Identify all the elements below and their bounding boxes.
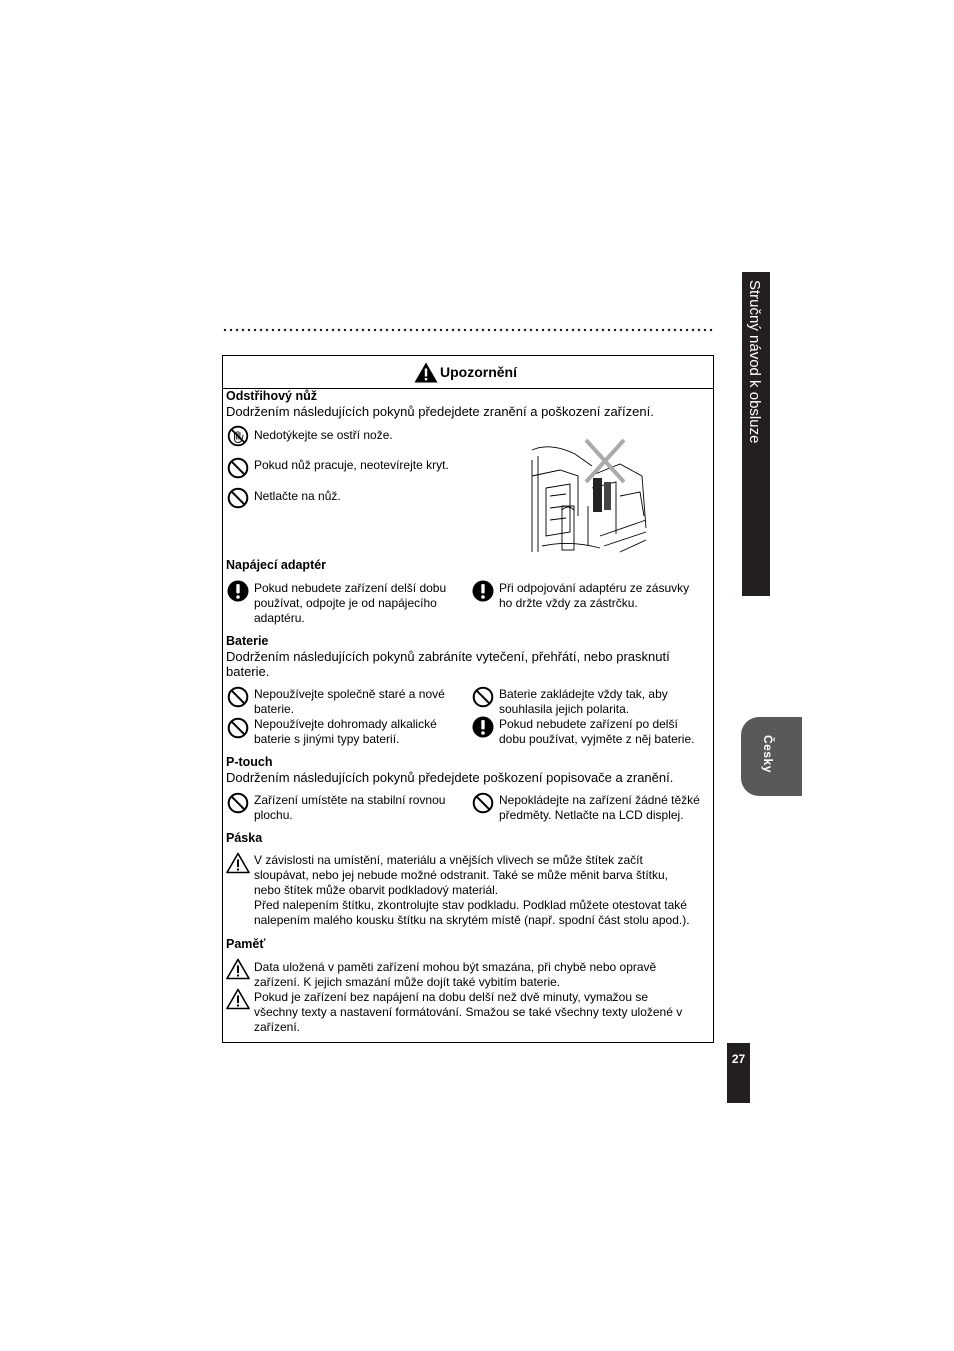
caution-box [222, 355, 714, 1043]
battery-item-3 [254, 717, 437, 747]
caution-title: Upozornění [440, 364, 517, 380]
text-line: Pokud nebudete zařízení delší dobu [254, 581, 447, 595]
section-heading-ptouch: P-touch [226, 755, 273, 769]
battery-item-2 [499, 687, 668, 717]
ptouch-item-2 [499, 793, 700, 823]
text-line: baterie. [226, 664, 270, 679]
text-line: Dodržením následujících pokynů zabráníte vytečení, přehřátí, nebo prasknutí [226, 649, 670, 664]
knife-item-1: Nedotýkejte se ostří nože. [254, 428, 393, 442]
dotted-separator [222, 328, 714, 332]
text-line: nalepením malého kousku štítku na skrytém místě (např. spodní část stolu apod.). [254, 913, 690, 927]
text-line: baterie. [254, 702, 295, 716]
text-line: dobu používat, vyjměte z něj baterie. [499, 732, 695, 746]
text-line: používat, odpojte je od napájecího [254, 596, 437, 610]
text-line: Při odpojování adaptéru ze zásuvky [499, 581, 690, 595]
prohibited-icon [227, 457, 249, 479]
caution-triangle-icon [226, 852, 250, 874]
prohibited-icon [227, 487, 249, 509]
section-heading-adapter: Napájecí adaptér [226, 558, 327, 572]
prohibited-icon [227, 686, 249, 708]
text-line: Data uložená v paměti zařízení mohou být smazána, při chybě nebo opravě [254, 960, 657, 974]
text-line: plochu. [254, 808, 293, 822]
section-heading-memory: Paměť [226, 937, 266, 951]
tape-text [254, 853, 690, 928]
text-line: Pokud je zařízení bez napájení na dobu delší než dvě minuty, vymažou se [254, 990, 649, 1004]
text-line: předměty. Netlačte na LCD displej. [499, 808, 684, 822]
text-line: Nepokládejte na zařízení žádné těžké [499, 793, 700, 807]
text-line: Před nalepením štítku, zkontrolujte stav podkladu. Podklad můžete otestovat také [254, 898, 687, 912]
text-line: Nepoužívejte dohromady alkalické [254, 717, 437, 731]
prohibited-icon [227, 792, 249, 814]
text-line: Pokud nebudete zařízení po delší [499, 717, 678, 731]
ptouch-item-1 [254, 793, 445, 823]
knife-item-3: Netlačte na nůž. [254, 489, 341, 503]
knife-item-2: Pokud nůž pracuje, neotevírejte kryt. [254, 458, 449, 472]
adapter-item-2 [499, 581, 689, 611]
page-number: 27 [731, 1052, 746, 1066]
prohibited-icon [472, 686, 494, 708]
chapter-side-tab [742, 272, 770, 596]
prohibited-icon [227, 717, 249, 739]
caution-triangle-icon [226, 958, 250, 980]
caution-triangle-icon [226, 988, 250, 1010]
text-line: nebo štítek může obarvit podkladový materiál. [254, 883, 499, 897]
cutter-illustration [530, 436, 648, 554]
mandatory-icon [472, 716, 494, 738]
knife-intro: Dodržením následujících pokynů předejdete zranění a poškození zařízení. [226, 404, 654, 419]
text-line: všechny texty a nastavení formátování. Smažou se také všechny texty uložené v [254, 1005, 683, 1019]
text-line: Nepoužívejte společně staré a nové [254, 687, 445, 701]
memory-item-1 [254, 960, 656, 990]
prohibited-icon [472, 792, 494, 814]
text-line: souhlasila jejich polarita. [499, 702, 630, 716]
caution-header [223, 356, 713, 389]
text-line: Baterie zakládejte vždy tak, aby [499, 687, 668, 701]
mandatory-icon [227, 580, 249, 602]
text-line: V závislosti na umístění, materiálu a vnějších vlivech se může štítek začít [254, 853, 643, 867]
text-line: adaptéru. [254, 611, 305, 625]
text-line: zařízení. [254, 1020, 301, 1034]
memory-item-2 [254, 990, 682, 1035]
section-heading-tape: Páska [226, 831, 263, 845]
battery-intro [226, 649, 670, 679]
chapter-title: Stručný návod k obsluze [746, 280, 763, 444]
battery-item-4 [499, 717, 694, 747]
page-number-tab [727, 1043, 750, 1103]
section-heading-knife: Odstřihový nůž [226, 389, 317, 403]
text-line: Zařízení umístěte na stabilní rovnou [254, 793, 446, 807]
section-heading-battery: Baterie [226, 634, 269, 648]
battery-item-1 [254, 687, 445, 717]
do-not-touch-icon [227, 425, 249, 447]
text-line: zařízení. K jejich smazání může dojít také vybitím baterie. [254, 975, 561, 989]
warning-triangle-icon [414, 362, 438, 383]
text-line: sloupávat, nebo jej nebude možné odstranit. Také se může měnit barva štítku, [254, 868, 669, 882]
text-line: ho držte vždy za zástrčku. [499, 596, 638, 610]
language-tab [741, 717, 802, 796]
ptouch-intro: Dodržením následujících pokynů předejdete poškození popisovače a zranění. [226, 770, 674, 785]
adapter-item-1 [254, 581, 446, 626]
mandatory-icon [472, 580, 494, 602]
text-line: baterie s jinými typy baterií. [254, 732, 400, 746]
language-label: Česky [761, 735, 775, 773]
